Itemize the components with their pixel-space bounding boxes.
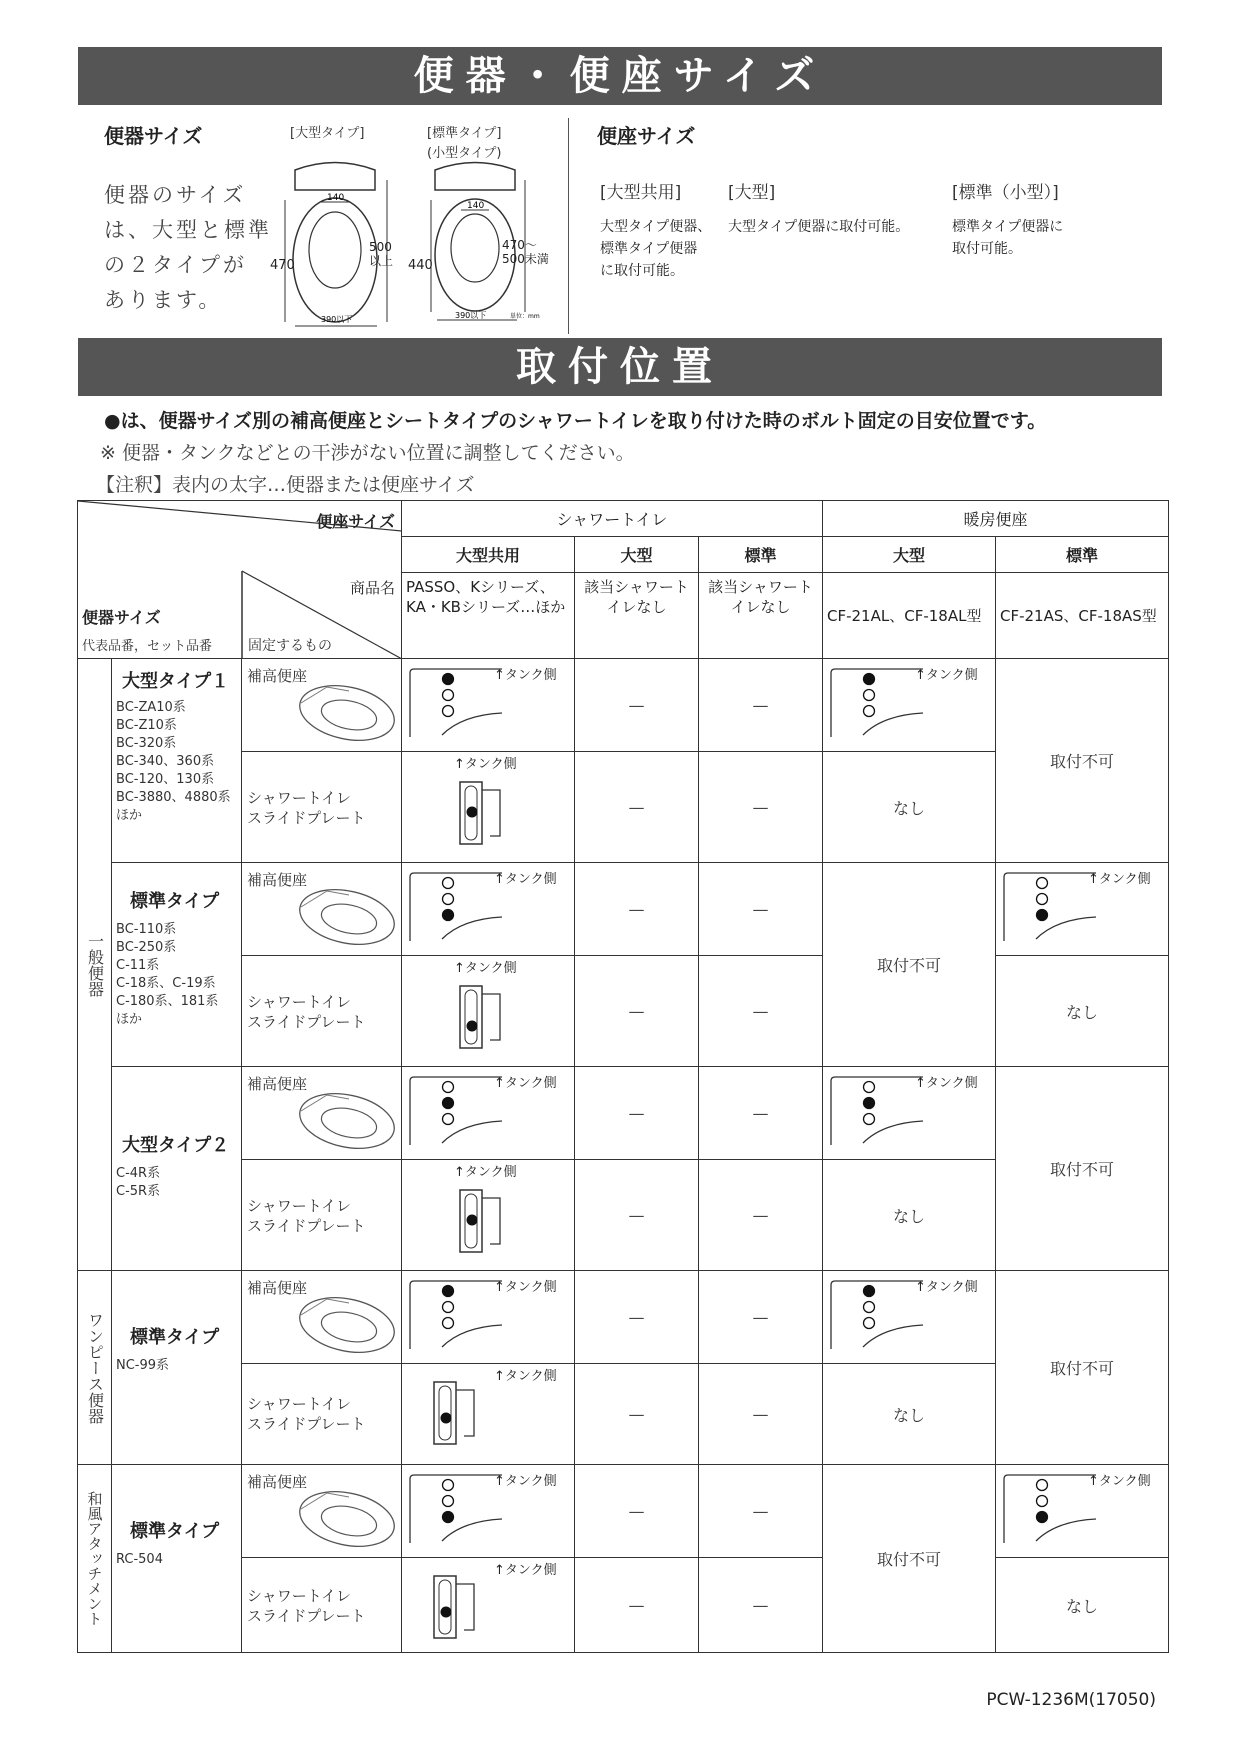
- none-cell: なし: [996, 956, 1169, 1067]
- bolt-hole-filled: [443, 674, 454, 685]
- bowl-type-cell: 大型タイプ１ BC-ZA10系 BC-Z10系 BC-320系 BC-340、360系 BC-120、130系 BC-3880、4880系 ほか: [112, 659, 242, 863]
- col-header: 標準: [996, 537, 1169, 573]
- bolt-hole-empty: [1037, 878, 1048, 889]
- pos-cell: [402, 863, 575, 956]
- bolt-hole-empty: [443, 1302, 454, 1313]
- dash-cell: —: [699, 752, 823, 863]
- product-cell: CF-21AS、CF-18AS型: [996, 573, 1169, 659]
- tank-side-label: ↑タンク側: [454, 1165, 517, 1180]
- bolt-hole-empty: [443, 1496, 454, 1507]
- bolt-hole-empty: [443, 706, 454, 717]
- bolt-hole-filled: [441, 1413, 452, 1424]
- item-seat: 補高便座: [242, 863, 402, 956]
- col-header: 大型: [823, 537, 996, 573]
- group-header-shower: シャワートイレ: [402, 501, 823, 537]
- raised-seat-sketch: [287, 1293, 397, 1355]
- bolt-hole-filled: [467, 1215, 478, 1226]
- seat-type-large: [大型]: [728, 183, 776, 203]
- plate-cell: [402, 956, 575, 1067]
- item-seat: 補高便座: [242, 1067, 402, 1160]
- product-cell: 該当シャワートイレなし: [575, 573, 699, 659]
- category-general: 一般便器: [78, 659, 112, 1271]
- raised-seat-sketch: [287, 1487, 397, 1549]
- svg-text:単位：mm: 単位：mm: [510, 313, 540, 320]
- bolt-hole-filled: [443, 1512, 454, 1523]
- slide-plate-diagram: [402, 1364, 574, 1460]
- slide-plate-diagram: [402, 1558, 574, 1648]
- table-corner: 便座サイズ 商品名 便器サイズ 代表品番，セット品番 固定するもの: [78, 501, 402, 659]
- document-code: PCW-1236M(17050): [986, 1690, 1156, 1710]
- dash-cell: —: [575, 1271, 699, 1364]
- dash-cell: —: [575, 1067, 699, 1160]
- pos-cell: [996, 1465, 1169, 1558]
- bolt-hole-empty: [443, 1114, 454, 1125]
- bolt-position-diagram: [996, 1465, 1168, 1553]
- bolt-position-diagram: [402, 1465, 574, 1553]
- pos-cell: [402, 1067, 575, 1160]
- dash-cell: —: [575, 1364, 699, 1465]
- bolt-position-diagram: [402, 1067, 574, 1155]
- product-cell: CF-21AL、CF-18AL型: [823, 573, 996, 659]
- bolt-hole-empty: [864, 706, 875, 717]
- col-header: 大型: [575, 537, 699, 573]
- dash-cell: —: [575, 956, 699, 1067]
- item-seat: 補高便座: [242, 659, 402, 752]
- dash-cell: —: [575, 1558, 699, 1653]
- not-possible-cell: 取付不可: [996, 1271, 1169, 1465]
- tank-side-label: ↑タンク側: [494, 1474, 557, 1489]
- dash-cell: —: [699, 659, 823, 752]
- item-shower: シャワートイレ スライドプレート: [242, 1558, 402, 1653]
- tank-side-label: ↑タンク側: [454, 961, 517, 976]
- standard-bowl-height: 440: [408, 258, 433, 273]
- bolt-hole-empty: [864, 1082, 875, 1093]
- tank-side-label: ↑タンク側: [454, 757, 517, 772]
- slide-plate-diagram: [402, 956, 574, 1062]
- bolt-hole-empty: [1037, 1480, 1048, 1491]
- seat-desc-large-shared: 大型タイプ便器、 標準タイプ便器 に取付可能。: [600, 219, 712, 279]
- none-cell: なし: [823, 1364, 996, 1465]
- product-cell: PASSO、Kシリーズ、KA・KBシリーズ…ほか: [402, 573, 575, 659]
- bolt-position-diagram: [402, 659, 574, 747]
- pos-cell: [823, 1067, 996, 1160]
- bolt-hole-empty: [864, 690, 875, 701]
- not-possible-cell: 取付不可: [996, 659, 1169, 863]
- item-seat: 補高便座: [242, 1271, 402, 1364]
- seat-type-standard: [標準（小型）]: [952, 183, 1059, 203]
- col-header: 標準: [699, 537, 823, 573]
- bolt-hole-filled: [441, 1607, 452, 1618]
- tank-side-label: ↑タンク側: [915, 1076, 978, 1091]
- slide-plate-diagram: [402, 752, 574, 858]
- category-japanese-attachment: 和風アタッチメント: [78, 1465, 112, 1653]
- bolt-hole-filled: [467, 1021, 478, 1032]
- none-cell: なし: [996, 1558, 1169, 1653]
- large-bowl-height: 470: [270, 258, 295, 273]
- bolt-hole-filled: [443, 910, 454, 921]
- standard-bowl-length: 470～ 500未満: [502, 238, 549, 266]
- bolt-position-diagram: [402, 1271, 574, 1359]
- pos-cell: [996, 863, 1169, 956]
- svg-text:140: 140: [467, 201, 485, 211]
- bowl-type-cell: 標準タイプ RC-504: [112, 1465, 242, 1653]
- not-possible-cell: 取付不可: [823, 863, 996, 1067]
- bolt-position-diagram: [402, 863, 574, 951]
- mounting-notes: ●は、便器サイズ別の補高便座とシートタイプのシャワートイレを取り付けた時のボルト固定の目安位置です。 ※ 便器・タンクなどとの干渉がない位置に調整してください。 【注釈】表内の太字…便器または便座サイズ: [96, 410, 1047, 496]
- plate-cell: [402, 1558, 575, 1653]
- bolt-hole-filled: [443, 1098, 454, 1109]
- dash-cell: —: [699, 1465, 823, 1558]
- bolt-hole-filled: [1037, 1512, 1048, 1523]
- svg-text:390以下: 390以下: [321, 315, 353, 324]
- tank-side-label: ↑タンク側: [915, 668, 978, 683]
- svg-text:140: 140: [327, 193, 345, 203]
- mounting-position-table: [77, 500, 1169, 1653]
- bolt-hole-empty: [443, 1082, 454, 1093]
- bolt-hole-filled: [864, 1098, 875, 1109]
- bolt-hole-empty: [864, 1302, 875, 1313]
- dash-cell: —: [699, 956, 823, 1067]
- seat-desc-standard: 標準タイプ便器に 取付可能。: [952, 219, 1064, 257]
- section-title-mounting: 取付位置: [78, 338, 1162, 396]
- slide-plate-diagram: [402, 1160, 574, 1266]
- bowl-type-cell: 標準タイプ BC-110系 BC-250系 C-11系 C-18系、C-19系 C-180系、181系 ほか: [112, 863, 242, 1067]
- tank-side-label: ↑タンク側: [915, 1280, 978, 1295]
- item-shower: シャワートイレ スライドプレート: [242, 1364, 402, 1465]
- plate-cell: [402, 1160, 575, 1271]
- bolt-hole-filled: [467, 807, 478, 818]
- dash-cell: —: [575, 1160, 699, 1271]
- bolt-hole-filled: [443, 1286, 454, 1297]
- dash-cell: —: [699, 1160, 823, 1271]
- bolt-hole-empty: [443, 878, 454, 889]
- item-shower: シャワートイレ スライドプレート: [242, 752, 402, 863]
- pos-cell: [402, 1465, 575, 1558]
- col-header: 大型共用: [402, 537, 575, 573]
- bolt-hole-filled: [864, 1286, 875, 1297]
- product-cell: 該当シャワートイレなし: [699, 573, 823, 659]
- pos-cell: [823, 659, 996, 752]
- not-possible-cell: 取付不可: [996, 1067, 1169, 1271]
- dash-cell: —: [575, 863, 699, 956]
- seat-size-heading: 便座サイズ: [597, 124, 696, 148]
- bowl-size-heading: 便器サイズ: [104, 124, 203, 148]
- dash-cell: —: [699, 1271, 823, 1364]
- bowl-type-cell: 大型タイプ２ C-4R系 C-5R系: [112, 1067, 242, 1271]
- bolt-hole-filled: [864, 674, 875, 685]
- large-bowl-length: 500 以上: [369, 240, 394, 268]
- category-one-piece: ワンピース便器: [78, 1271, 112, 1465]
- plate-cell: [402, 1364, 575, 1465]
- tank-side-label: ↑タンク側: [494, 872, 557, 887]
- item-shower: シャワートイレ スライドプレート: [242, 956, 402, 1067]
- raised-seat-sketch: [287, 681, 397, 743]
- dash-cell: —: [699, 863, 823, 956]
- tank-side-label: ↑タンク側: [1088, 872, 1151, 887]
- standard-type-label: [標準タイプ]: [427, 126, 502, 141]
- dash-cell: —: [699, 1558, 823, 1653]
- item-shower: シャワートイレ スライドプレート: [242, 1160, 402, 1271]
- bolt-hole-empty: [443, 690, 454, 701]
- tank-side-label: ↑タンク側: [494, 1369, 557, 1384]
- bolt-position-diagram: [823, 1271, 995, 1359]
- seat-desc-large: 大型タイプ便器に取付可能。: [728, 219, 910, 235]
- bolt-position-diagram: [823, 659, 995, 747]
- none-cell: なし: [823, 1160, 996, 1271]
- dash-cell: —: [575, 1465, 699, 1558]
- group-header-heated: 暖房便座: [823, 501, 1169, 537]
- dash-cell: —: [575, 752, 699, 863]
- pos-cell: [402, 1271, 575, 1364]
- plate-cell: [402, 752, 575, 863]
- bolt-hole-empty: [443, 1318, 454, 1329]
- pos-cell: [823, 1271, 996, 1364]
- bolt-hole-empty: [864, 1114, 875, 1125]
- bolt-hole-empty: [443, 1480, 454, 1491]
- bolt-hole-empty: [443, 894, 454, 905]
- tank-side-label: ↑タンク側: [494, 668, 557, 683]
- small-type-label: (小型タイプ): [427, 146, 502, 161]
- section-title-sizes: 便器・便座サイズ: [78, 47, 1162, 105]
- section-divider: [568, 118, 569, 334]
- bolt-position-diagram: [823, 1067, 995, 1155]
- dash-cell: —: [699, 1067, 823, 1160]
- bowl-size-description: 便器のサイズ は、大型と標準 の２タイプが あります。: [104, 183, 272, 312]
- bowl-type-cell: 標準タイプ NC-99系: [112, 1271, 242, 1465]
- bolt-hole-empty: [864, 1318, 875, 1329]
- pos-cell: [402, 659, 575, 752]
- bolt-hole-empty: [1037, 894, 1048, 905]
- item-seat: 補高便座: [242, 1465, 402, 1558]
- raised-seat-sketch: [287, 885, 397, 947]
- tank-side-label: ↑タンク側: [1088, 1474, 1151, 1489]
- tank-side-label: ↑タンク側: [494, 1563, 557, 1578]
- dash-cell: —: [575, 659, 699, 752]
- bolt-hole-filled: [1037, 910, 1048, 921]
- tank-side-label: ↑タンク側: [494, 1280, 557, 1295]
- large-type-label: [大型タイプ]: [290, 126, 365, 141]
- bolt-position-diagram: [996, 863, 1168, 951]
- dash-cell: —: [699, 1364, 823, 1465]
- not-possible-cell: 取付不可: [823, 1465, 996, 1653]
- seat-type-large-shared: [大型共用]: [600, 183, 682, 203]
- raised-seat-sketch: [287, 1089, 397, 1151]
- svg-text:390以下: 390以下: [455, 311, 487, 320]
- bolt-hole-empty: [1037, 1496, 1048, 1507]
- none-cell: なし: [823, 752, 996, 863]
- tank-side-label: ↑タンク側: [494, 1076, 557, 1091]
